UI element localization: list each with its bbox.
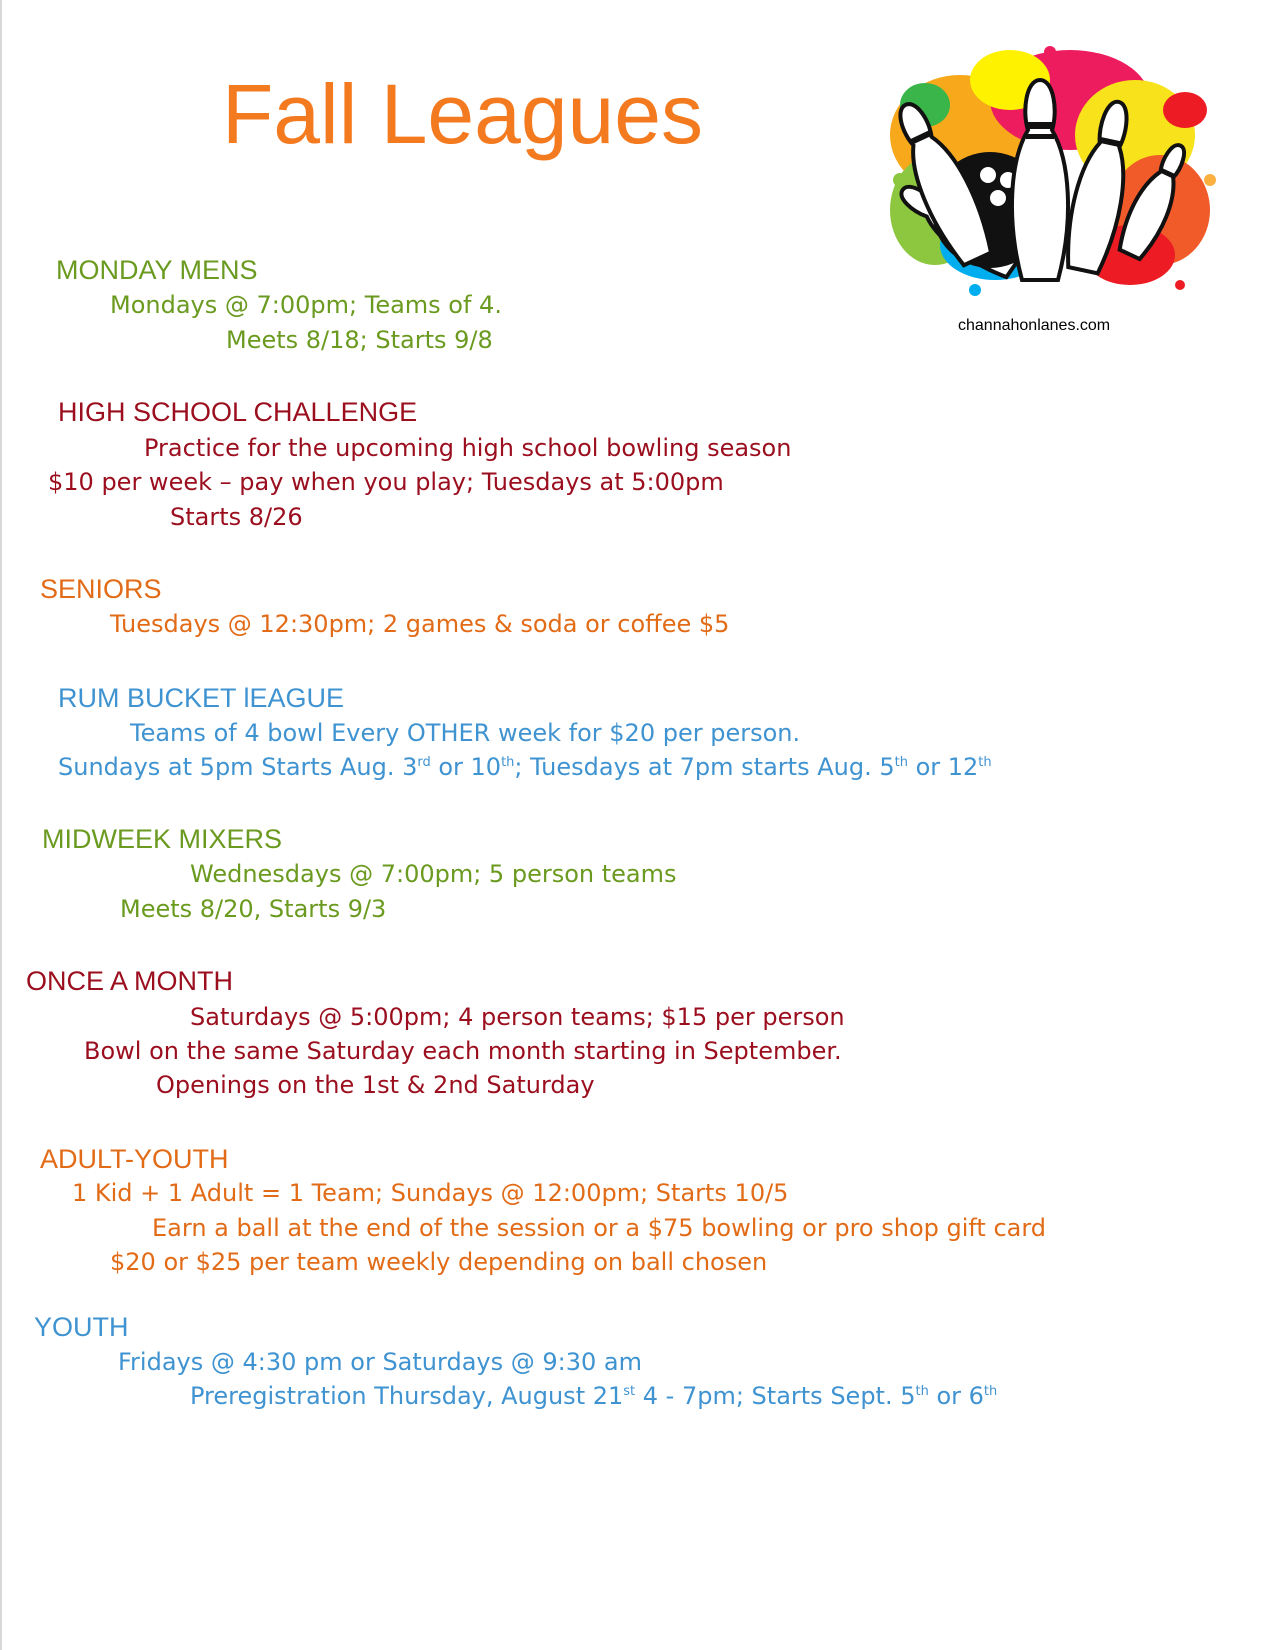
once-a-month-openings: Openings on the 1st & 2nd Saturday (156, 1071, 595, 1099)
adult-youth-heading: ADULT-YOUTH (40, 1144, 229, 1174)
high-school-description: Practice for the upcoming high school bowling season (144, 434, 792, 462)
high-school-price: $10 per week – pay when you play; Tuesdays at 5:00pm (48, 468, 724, 496)
midweek-mixers-dates: Meets 8/20, Starts 9/3 (120, 895, 387, 923)
adult-youth-prize: Earn a ball at the end of the session or a $75 bowling or pro shop gift card (152, 1214, 1047, 1242)
monday-mens-heading: MONDAY MENS (56, 255, 258, 285)
rum-bucket-heading: RUM BUCKET lEAGUE (58, 683, 345, 713)
once-a-month-heading: ONCE A MONTH (26, 966, 234, 996)
youth-registration: Preregistration Thursday, August 21st 4 - 7pm; Starts Sept. 5th or 6th (190, 1382, 998, 1410)
seniors-schedule: Tuesdays @ 12:30pm; 2 games & soda or coffee $5 (110, 610, 730, 638)
page-edge (0, 0, 2, 1650)
rum-bucket-description: Teams of 4 bowl Every OTHER week for $20 per person. (130, 719, 801, 747)
page-title: Fall Leagues (222, 67, 703, 161)
adult-youth-price: $20 or $25 per team weekly depending on ball chosen (110, 1248, 768, 1276)
once-a-month-description: Bowl on the same Saturday each month starting in September. (84, 1037, 842, 1065)
rum-bucket-dates: Sundays at 5pm Starts Aug. 3rd or 10th; Tuesdays at 7pm starts Aug. 5th or 12th (58, 753, 992, 781)
high-school-start: Starts 8/26 (170, 503, 303, 531)
youth-schedule: Fridays @ 4:30 pm or Saturdays @ 9:30 am (118, 1348, 642, 1376)
midweek-mixers-heading: MIDWEEK MIXERS (42, 824, 283, 854)
adult-youth-schedule: 1 Kid + 1 Adult = 1 Team; Sundays @ 12:00pm; Starts 10/5 (72, 1179, 789, 1207)
website-url: channahonlanes.com (958, 317, 1111, 334)
high-school-heading: HIGH SCHOOL CHALLENGE (58, 397, 418, 427)
bowling-logo (880, 40, 1220, 320)
midweek-mixers-schedule: Wednesdays @ 7:00pm; 5 person teams (190, 860, 677, 888)
seniors-heading: SENIORS (40, 574, 162, 604)
monday-mens-dates: Meets 8/18; Starts 9/8 (226, 326, 493, 354)
youth-heading: YOUTH (34, 1312, 129, 1342)
once-a-month-schedule: Saturdays @ 5:00pm; 4 person teams; $15 per person (190, 1003, 845, 1031)
monday-mens-schedule: Mondays @ 7:00pm; Teams of 4. (110, 291, 502, 319)
